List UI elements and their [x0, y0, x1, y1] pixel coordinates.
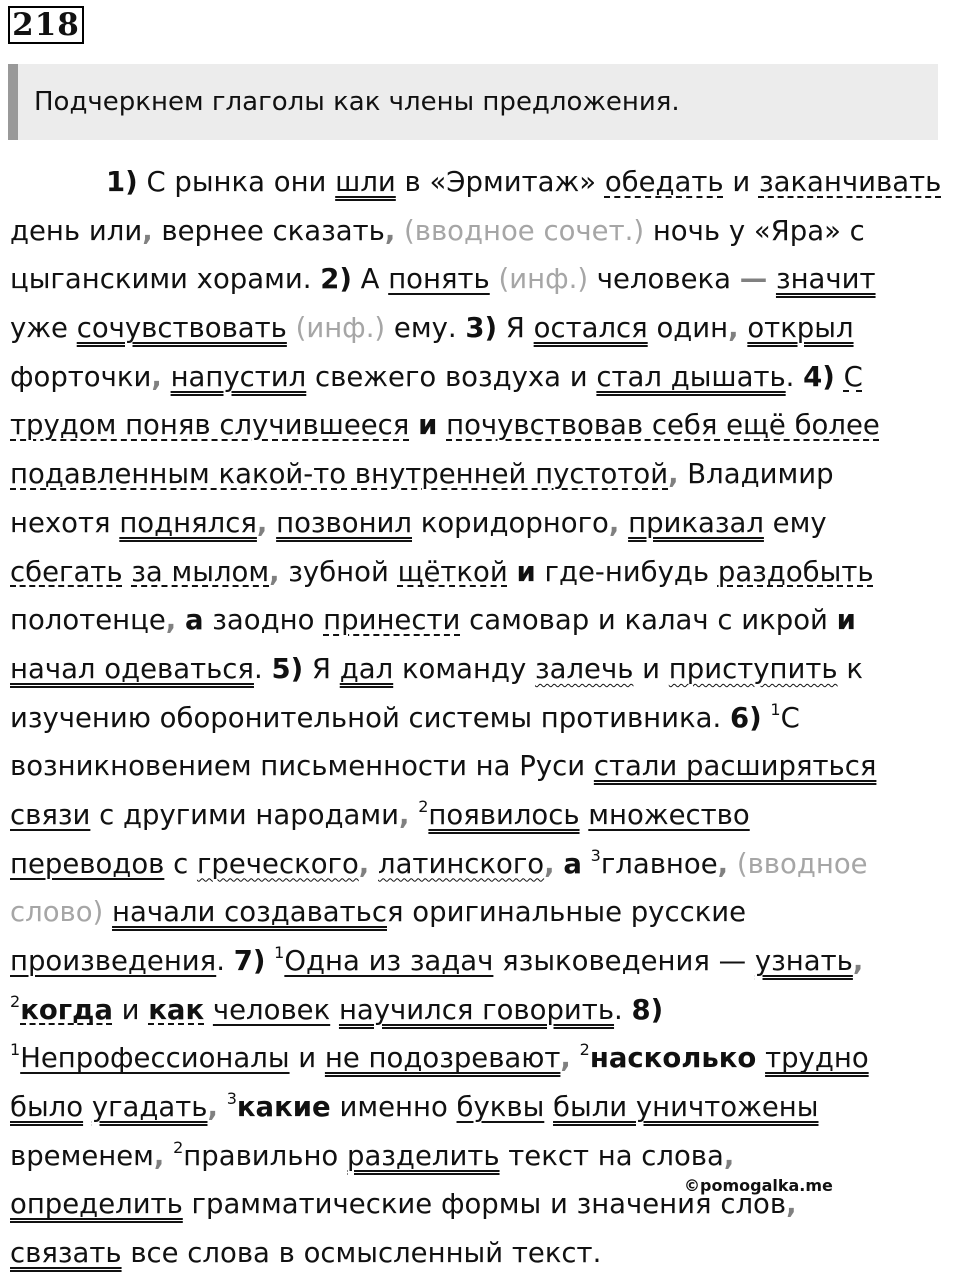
- text: человека: [596, 263, 740, 296]
- subject: понять: [388, 263, 490, 296]
- text: С рынка они: [137, 166, 336, 198]
- text: [409, 409, 418, 441]
- text: ему: [763, 506, 827, 539]
- predicate: сочувствовать: [76, 312, 287, 345]
- task-instruction: Подчеркнем глаголы как члены предложения.: [34, 87, 680, 117]
- text: команду: [393, 652, 535, 685]
- text: один: [647, 312, 729, 345]
- subject: Одна из задач: [284, 945, 494, 977]
- text-line: [10, 888, 952, 937]
- clause-index: 2: [418, 796, 429, 816]
- text: [835, 361, 844, 393]
- text: ему.: [393, 312, 466, 345]
- text-line: [10, 158, 952, 207]
- text: с: [164, 847, 197, 880]
- sentence-number: 3): [465, 312, 498, 345]
- text: А: [351, 263, 389, 296]
- predicate: поднялся: [119, 506, 257, 539]
- object: принести: [323, 604, 461, 637]
- grammar-note: (вводное: [728, 847, 868, 880]
- text-line: [10, 742, 952, 791]
- text: самовар и калач с икрой: [460, 604, 837, 637]
- comma-mark: ,: [608, 506, 620, 539]
- comma-mark: ,: [560, 1042, 571, 1075]
- text: и: [723, 166, 759, 198]
- conjunctive-word: насколько: [589, 1042, 757, 1075]
- predicate: шли: [335, 166, 396, 198]
- comma-mark: ,: [728, 312, 739, 345]
- predicate: начали создаватьс: [112, 896, 387, 929]
- comma-mark: ,: [544, 847, 555, 880]
- comma-mark: ,: [668, 458, 679, 491]
- text: зубной: [279, 555, 398, 588]
- text: [409, 799, 418, 831]
- predicate: приказал: [628, 506, 764, 539]
- predicate: определить: [10, 1188, 183, 1221]
- text: в «Эрмитаж»: [395, 166, 605, 198]
- comma-mark: ,: [399, 798, 410, 831]
- text: я оригинальные русские: [387, 896, 747, 929]
- grammar-note: (инф.): [286, 312, 394, 345]
- text-line: [10, 840, 952, 889]
- subject: переводов: [10, 847, 165, 880]
- comma-mark: ,: [165, 604, 177, 637]
- predicate: значит: [775, 263, 876, 296]
- text: С: [780, 701, 800, 734]
- text: уже: [10, 312, 77, 345]
- text: [756, 1042, 765, 1074]
- text-line: [10, 1083, 952, 1132]
- text: [265, 945, 274, 977]
- comma-mark: ,: [142, 214, 153, 247]
- comma-mark: ,: [153, 1139, 165, 1172]
- text: [204, 994, 213, 1026]
- text: [571, 1042, 580, 1074]
- adverbial: подавленным какой-то внутренней пустотой: [10, 458, 669, 491]
- clause-index: 2: [173, 1137, 184, 1157]
- clause-index: 1: [770, 699, 781, 719]
- conjunctive-word: как: [148, 993, 205, 1026]
- predicate: начал одеваться: [10, 652, 254, 685]
- text: [767, 263, 776, 295]
- grammar-note: слово): [10, 896, 113, 929]
- text: или: [88, 214, 143, 247]
- text: коридорного: [412, 506, 609, 539]
- text-line: [10, 255, 952, 304]
- grammar-note: (инф.): [489, 263, 597, 296]
- text: все слова в осмысленный текст.: [121, 1237, 602, 1270]
- clause-index: 3: [590, 845, 601, 865]
- exercise-number: 218: [8, 6, 84, 44]
- predicate: связать: [10, 1237, 122, 1270]
- comma-mark: ,: [151, 360, 162, 393]
- dash-mark: —: [739, 263, 768, 296]
- text: изучению оборонительной системы противника.: [10, 701, 730, 734]
- text: и: [633, 652, 669, 685]
- text: вернее сказать: [152, 214, 385, 247]
- text: [437, 409, 446, 441]
- adverbial: трудом поняв случившееся: [10, 409, 410, 442]
- text-line: [10, 791, 952, 840]
- subject: множество: [588, 798, 750, 831]
- clause-index: 1: [10, 1040, 21, 1060]
- sentence-number: 1): [106, 166, 138, 198]
- text: форточки: [10, 360, 152, 393]
- text: свежего воздуха и: [306, 360, 597, 393]
- text-line: [10, 450, 952, 499]
- text: [369, 848, 378, 880]
- text: и: [289, 1042, 325, 1075]
- adverbial: почувствовав себя ещё более: [446, 409, 880, 442]
- attribute: латинского: [378, 847, 545, 880]
- text: .: [785, 360, 804, 393]
- text: к: [837, 652, 863, 685]
- text: с другими народами: [90, 798, 399, 831]
- text: .: [614, 993, 632, 1026]
- text: [176, 604, 185, 636]
- text-line: [10, 401, 952, 450]
- conjunctive-word: когда: [20, 993, 113, 1026]
- text: [582, 848, 591, 880]
- text: [123, 556, 132, 588]
- object: сбегать: [10, 555, 123, 588]
- object: раздобыть: [717, 555, 874, 588]
- comma-mark: ,: [384, 214, 396, 247]
- grammar-note: (вводное сочет.): [395, 214, 653, 247]
- subject: Непрофессионалы: [20, 1042, 290, 1075]
- text: день: [10, 214, 89, 247]
- adverbial: С: [843, 360, 863, 393]
- clause-index: 2: [10, 991, 21, 1011]
- text: [544, 1091, 553, 1123]
- text: временем: [10, 1139, 154, 1172]
- comma-mark: ,: [786, 1188, 797, 1221]
- text-line: [10, 548, 952, 597]
- text: [330, 994, 339, 1026]
- subject: буквы: [456, 1091, 545, 1124]
- sentence-number: 6): [729, 701, 762, 734]
- predicate: угадать: [91, 1091, 208, 1124]
- comma-mark: ,: [207, 1091, 218, 1124]
- clause-index: 3: [226, 1089, 237, 1109]
- text: и: [112, 993, 149, 1026]
- predicate: научился говорить: [338, 993, 615, 1026]
- text: [580, 799, 589, 831]
- text: [619, 507, 628, 539]
- text: [164, 1140, 173, 1172]
- text-line: [10, 1034, 952, 1083]
- attribute: греческого: [196, 847, 359, 880]
- comma-mark: ,: [852, 945, 864, 977]
- conjunction: а: [184, 604, 204, 637]
- sentence-number: 4): [803, 360, 835, 393]
- text: [508, 556, 517, 588]
- text: заодно: [203, 604, 324, 637]
- attribute: приступить: [668, 652, 838, 685]
- text: нехотя: [10, 506, 120, 539]
- subject: связи: [10, 798, 91, 831]
- text: [83, 1091, 92, 1123]
- text-line: [10, 986, 952, 1035]
- predicate: разделить: [347, 1139, 500, 1172]
- text-line: [10, 304, 952, 353]
- predicate: узнать: [754, 945, 853, 977]
- conjunctive-word: какие: [236, 1091, 331, 1124]
- watermark-text: ©pomogalka.me: [684, 1176, 833, 1195]
- text-line: [10, 645, 952, 694]
- predicate: стал дышать: [596, 360, 786, 393]
- exercise-text: [10, 158, 952, 1278]
- text: Я: [303, 652, 340, 685]
- sentence-number: 2): [320, 263, 352, 296]
- predicate: напустил: [170, 360, 307, 393]
- predicate: дал: [339, 652, 394, 685]
- text: Я: [497, 312, 534, 345]
- text: главное: [600, 847, 718, 880]
- comma-mark: ,: [723, 1139, 735, 1172]
- comma-mark: ,: [717, 847, 729, 880]
- text-line: [10, 937, 952, 986]
- text: .: [253, 652, 272, 685]
- predicate: не подозревают: [324, 1042, 561, 1075]
- predicate: позвонил: [276, 506, 412, 539]
- text-line: [10, 499, 952, 548]
- text: цыганскими хорами.: [10, 263, 321, 296]
- text: [162, 361, 171, 393]
- text: Владимир: [678, 458, 834, 491]
- sentence-number: 8): [631, 993, 664, 1026]
- text: .: [216, 945, 234, 977]
- sentence-number: 5): [271, 652, 304, 685]
- subject: человек: [212, 993, 331, 1026]
- attribute: залечь: [535, 652, 634, 685]
- text: ночь у «Яра» с: [652, 214, 865, 247]
- comma-mark: ,: [269, 555, 280, 588]
- object: за мылом: [131, 555, 270, 588]
- text-line: [10, 353, 952, 402]
- text: правильно: [183, 1139, 347, 1172]
- text-line: [10, 694, 952, 743]
- text: именно: [330, 1091, 457, 1124]
- text-line: [10, 1229, 952, 1278]
- conjunction: и: [516, 555, 536, 588]
- text: где-нибудь: [535, 555, 718, 588]
- text: полотенце: [10, 604, 166, 637]
- clause-index: 2: [579, 1040, 590, 1060]
- text-line: [10, 1132, 952, 1181]
- text: грамматические формы и значения слов: [182, 1188, 787, 1221]
- conjunction: и: [418, 409, 438, 442]
- adverbial: заканчивать: [758, 166, 942, 198]
- text: [267, 507, 276, 539]
- predicate: были уничтожены: [553, 1091, 819, 1124]
- object: щёткой: [397, 555, 508, 588]
- comma-mark: ,: [358, 847, 370, 880]
- predicate: открыл: [747, 312, 854, 345]
- task-banner: [8, 64, 938, 140]
- text-line: [10, 207, 952, 256]
- clause-index: 1: [274, 943, 285, 962]
- predicate: трудно: [765, 1042, 869, 1075]
- conjunction: и: [836, 604, 856, 637]
- predicate: остался: [533, 312, 648, 345]
- text: возникновением письменности на Руси: [10, 750, 594, 783]
- sentence-number: 7): [233, 945, 266, 977]
- text: языковедения —: [493, 945, 755, 977]
- predicate: появилось: [428, 798, 580, 831]
- text-line: [10, 596, 952, 645]
- adverbial: обедать: [604, 166, 724, 198]
- predicate: было: [10, 1091, 84, 1124]
- text: [218, 1091, 227, 1123]
- text: текст на слова: [499, 1139, 724, 1172]
- conjunction: а: [563, 847, 582, 880]
- subject: произведения: [10, 945, 217, 977]
- comma-mark: ,: [256, 506, 268, 539]
- predicate: стали расширяться: [593, 750, 877, 783]
